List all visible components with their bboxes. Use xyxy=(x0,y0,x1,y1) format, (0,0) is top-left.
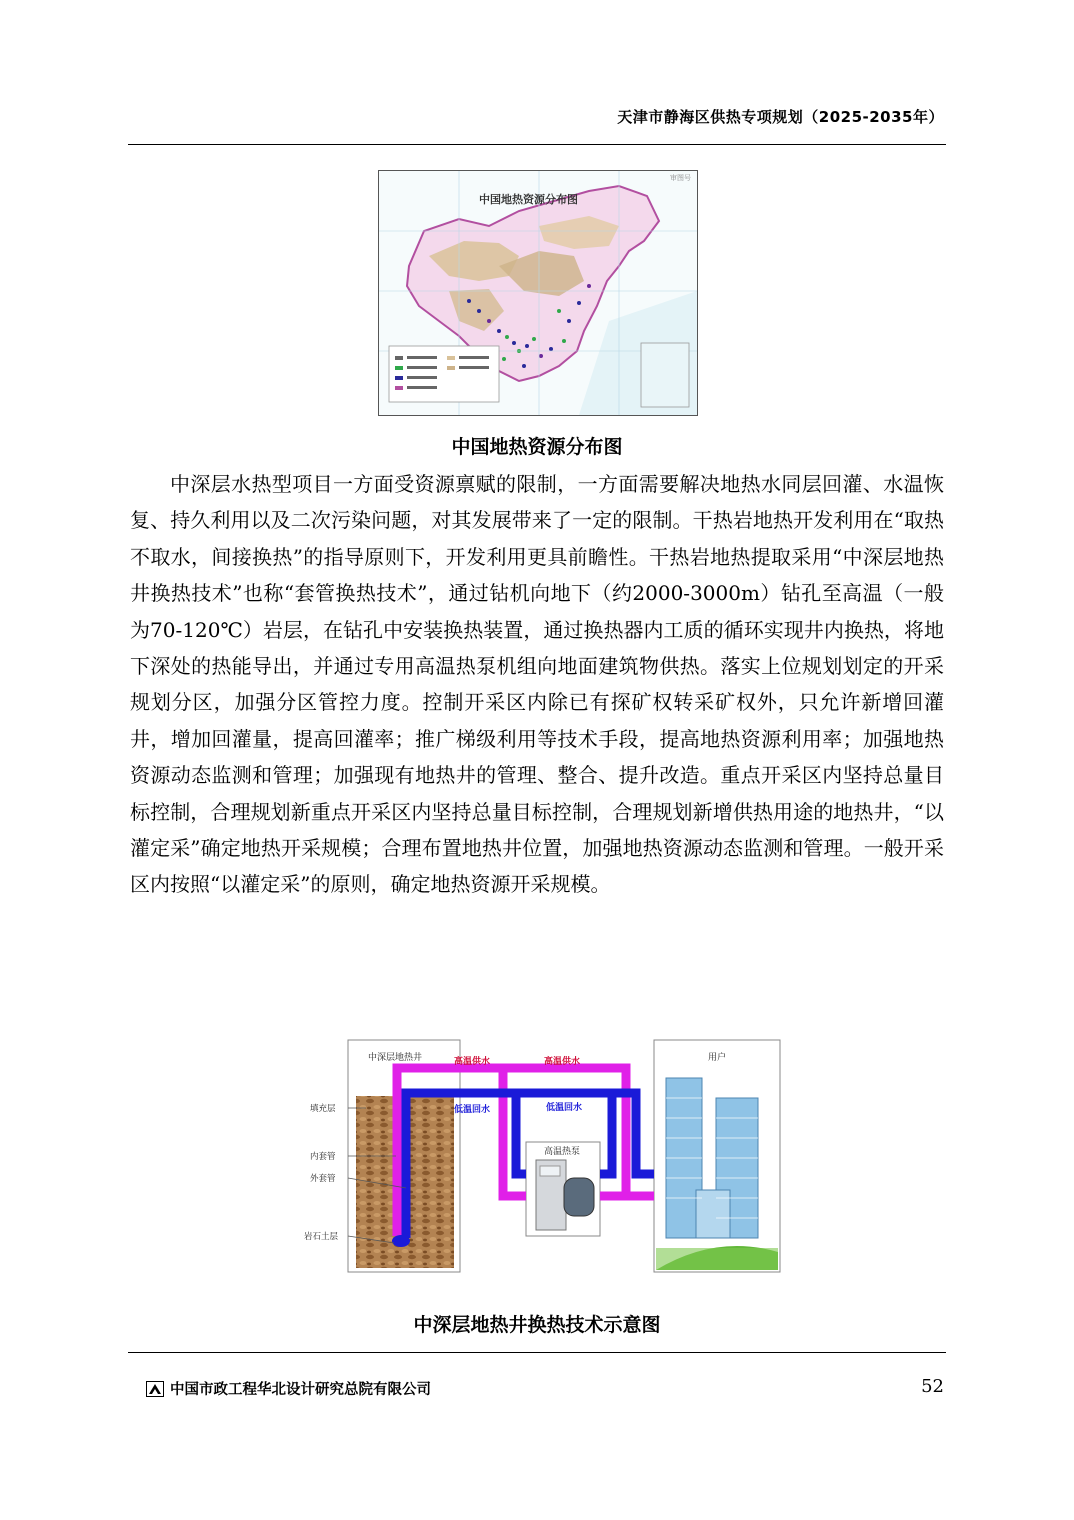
company-logo-icon xyxy=(146,1381,164,1397)
body-text xyxy=(130,466,944,903)
document-header-title: 天津市静海区供热专项规划（2025-2035年） xyxy=(617,108,944,126)
footer-company xyxy=(146,1378,431,1399)
heat-pump-label: 高温热泵 xyxy=(544,1147,581,1157)
supply-label-1: 高温供水 xyxy=(454,1057,491,1067)
china-geothermal-map xyxy=(378,170,698,416)
layer-rock-label: 岩石土层 xyxy=(304,1232,339,1242)
page-number: 52 xyxy=(921,1376,944,1397)
layer-outer-pipe-label: 外套管 xyxy=(310,1174,336,1184)
map-caption: 中国地热资源分布图 xyxy=(451,436,623,458)
supply-label-2: 高温供水 xyxy=(544,1057,581,1067)
return-label-1: 低温回水 xyxy=(454,1105,491,1115)
well-title: 中深层地热井 xyxy=(368,1053,423,1063)
header-rule xyxy=(128,144,946,145)
layer-inner-pipe-label: 内套管 xyxy=(310,1152,336,1162)
body-paragraph: 中深层水热型项目一方面受资源禀赋的限制，一方面需要解决地热水同层回灌、水温恢复、持久利用以及二次污染问题，对其发展带来了一定的限制。干热岩地热开发利用在“取热不取水，间接换热”的指导原则下，开发利用更具前瞻性。干热岩地热提取采用“中深层地热井换热技术”也称“套管换热技术”，通过钻机向地下（约2000-3000m）钻孔至高温（一般为70-120℃）岩层，在钻孔中安装换热装置，通过换热器内工质的循环实现井内换热，将地下深处的热能导出，并通过专用高温热泵机组向地面建筑物供热。落实上位规划划定的开采规划分区，加强分区管控力度。控制开采区内除已有探矿权转采矿权外，只允许新增回灌井，增加回灌量，提高回灌率；推广梯级利用等技术手段，提高地热资源利用率；加强地热资源动态监测和管理；加强现有地热井的管理、整合、提升改造。重点开采区内坚持总量目标控制，合理规划新重点开采区内坚持总量目标控制，合理规划新增供热用途的地热井，“以灌定采”确定地热开采规模；合理布置地热井位置，加强地热资源动态监测和管理。一般开采区内按照“以灌定采”的原则，确定地热资源开采规模。 xyxy=(130,472,944,897)
layer-fill-label: 填充层 xyxy=(310,1104,336,1114)
map-corner-note: 审图号 xyxy=(670,174,691,182)
geothermal-well-diagram xyxy=(296,1038,784,1278)
footer-rule xyxy=(128,1352,946,1353)
diagram-caption: 中深层地热井换热技术示意图 xyxy=(413,1314,661,1336)
company-name: 中国市政工程华北设计研究总院有限公司 xyxy=(170,1382,431,1398)
map-inner-title: 中国地热资源分布图 xyxy=(479,193,578,206)
diagram-graphic xyxy=(296,1038,784,1278)
return-label-2: 低温回水 xyxy=(546,1103,583,1113)
map-graphic xyxy=(379,171,697,415)
user-title: 用户 xyxy=(708,1053,727,1063)
